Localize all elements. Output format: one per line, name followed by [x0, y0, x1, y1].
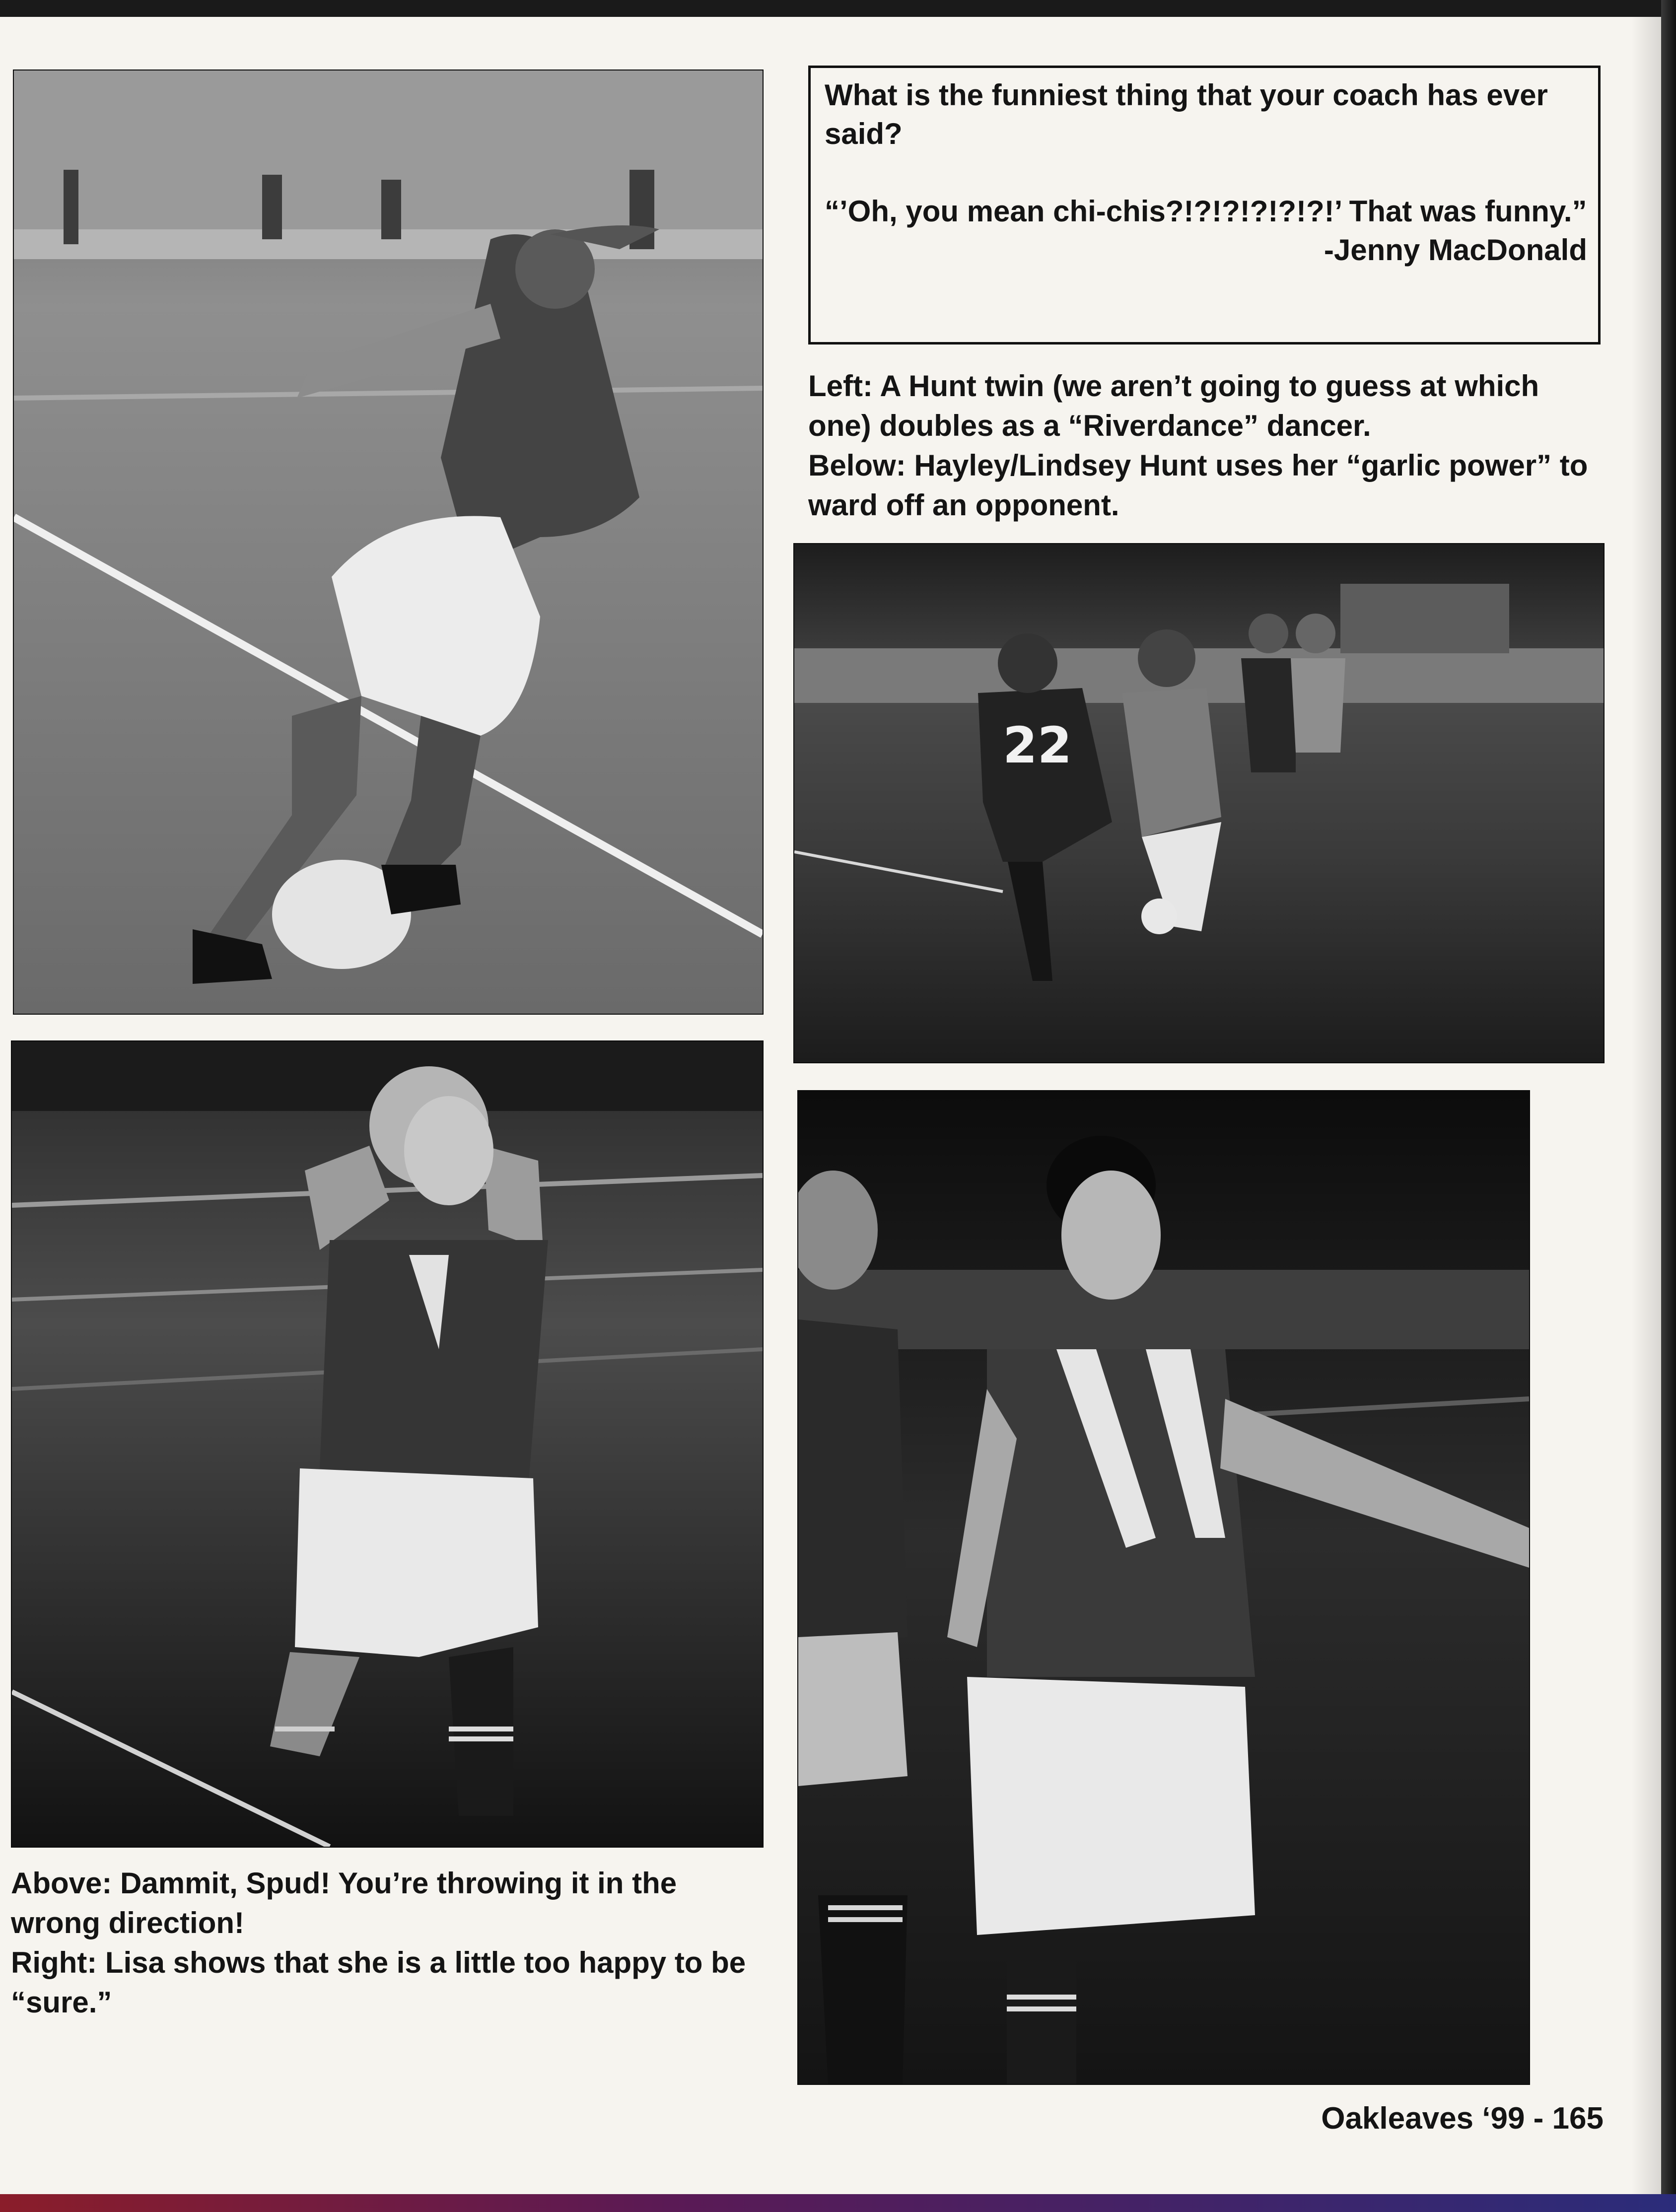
scan-edge-bottom: [0, 2194, 1676, 2212]
quote-answer: “’Oh, you mean chi-chis?!?!?!?!?!?!’ That was funny.”: [825, 195, 1587, 228]
coach-quote-box: [808, 66, 1601, 345]
page-gutter-shadow: [1631, 17, 1661, 2194]
scan-edge-top: [0, 0, 1676, 17]
photo-match-action: [793, 543, 1605, 1063]
photo-player-kicking: [13, 69, 764, 1015]
photo-lisa-smiling: [797, 1090, 1530, 2085]
scan-edge-right: [1661, 0, 1676, 2212]
photo-throw-in: [11, 1040, 764, 1848]
quote-attribution: -Jenny MacDonald: [1324, 233, 1587, 267]
caption-hunt-twin: [808, 366, 1603, 525]
caption-above-photo: Above: Dammit, Spud! You’re throwing it in the wrong direction!: [11, 1866, 677, 1939]
quote-question: What is the funniest thing that your coach has ever said?: [825, 78, 1548, 150]
caption-left-photo: Left: A Hunt twin (we aren’t going to guess at which one) doubles as a “Riverdance” dancer.: [808, 369, 1539, 442]
jersey-number: 22: [1003, 716, 1072, 774]
page-folio: Oakleaves ‘99 - 165: [1321, 2101, 1604, 2136]
caption-below-photo: Below: Hayley/Lindsey Hunt uses her “garlic power” to ward off an opponent.: [808, 449, 1588, 522]
caption-right-photo: Right: Lisa shows that she is a little too happy to be “sure.”: [11, 1946, 746, 2019]
caption-throw-and-lisa: [11, 1864, 766, 2022]
